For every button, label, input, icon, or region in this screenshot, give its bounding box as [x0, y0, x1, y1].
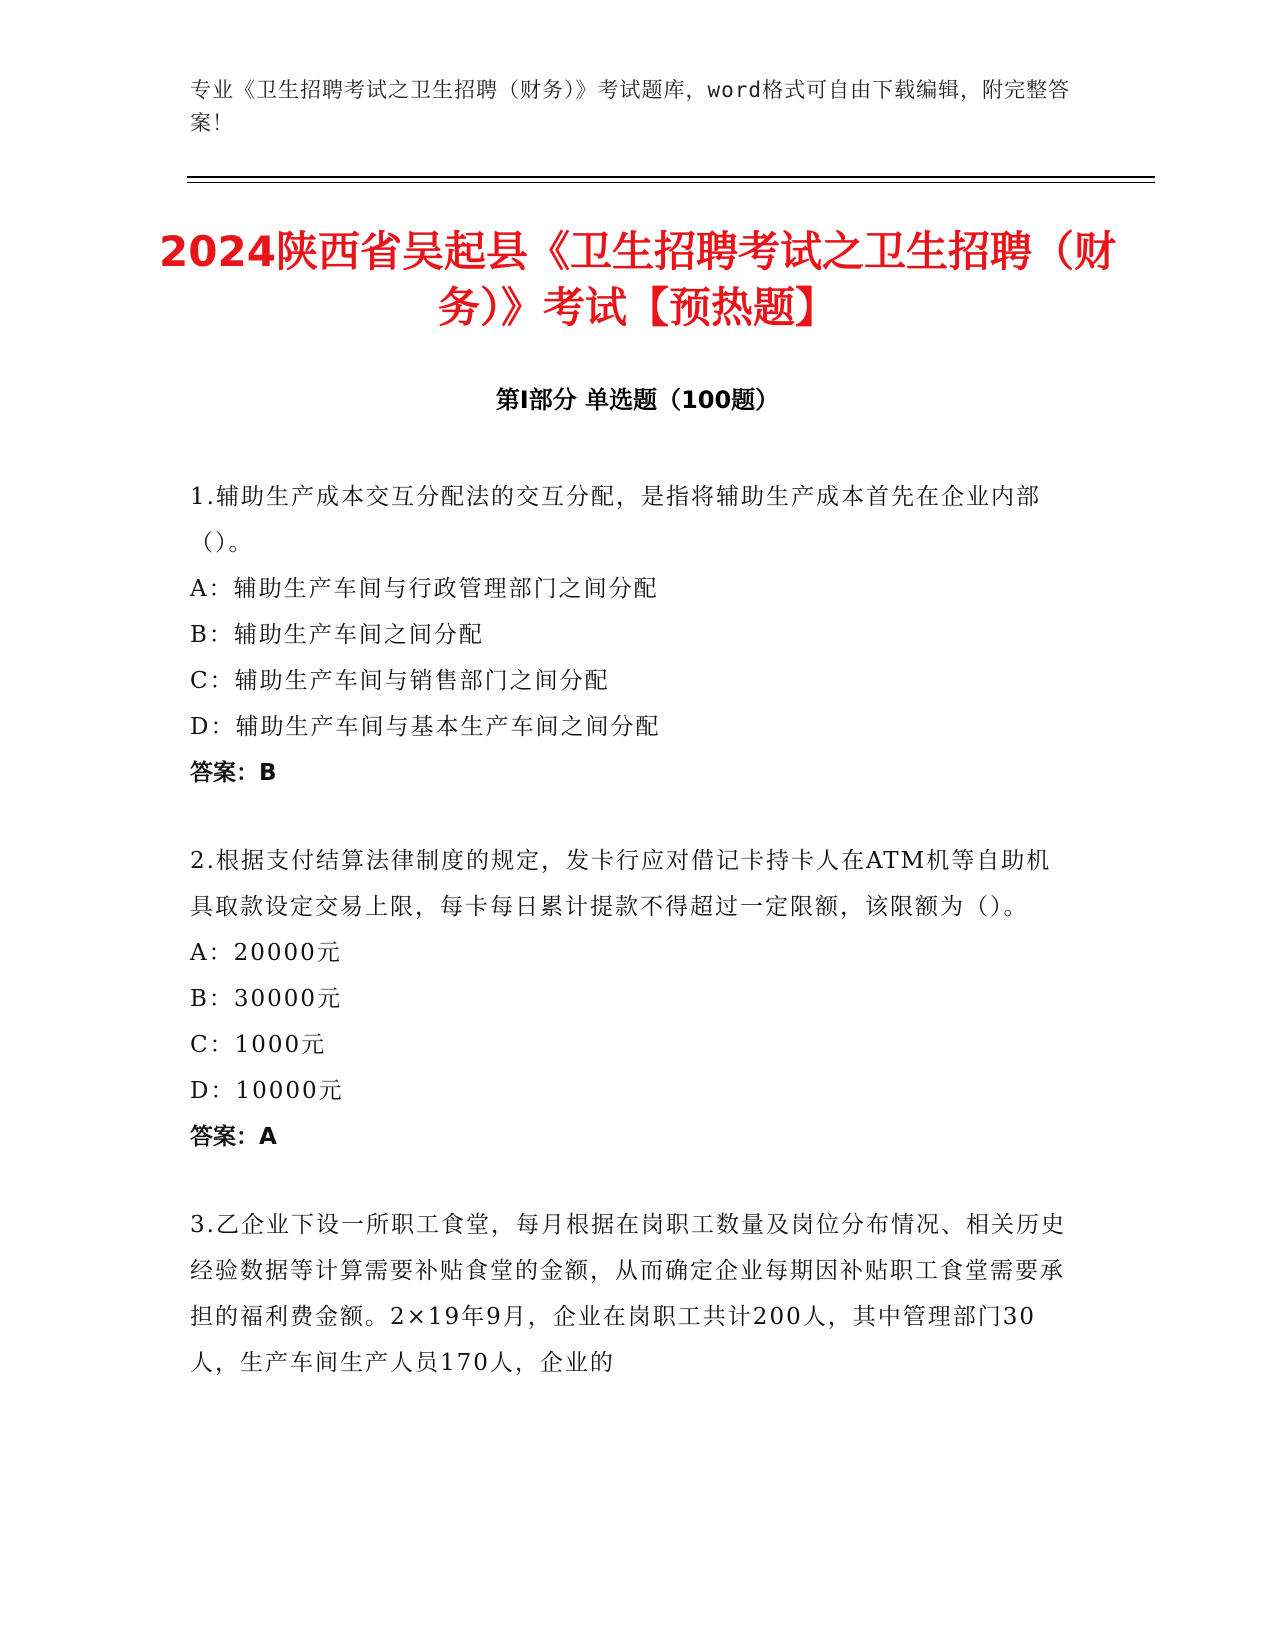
header-divider-thin	[187, 182, 1155, 183]
option-d: D：辅助生产车间与基本生产车间之间分配	[190, 714, 661, 740]
question-text: 3.乙企业下设一所职工食堂，每月根据在岗职工数量及岗位分布情况、相关历史经验数据等计算需要补贴食堂的金额，从而确定企业每期因补贴职工食堂需要承担的福利费金额。2×19年9月，企业在岗职工共计200人，其中管理部门30人，生产车间生产人员170人，企业的	[190, 1212, 1066, 1376]
header-note: 专业《卫生招聘考试之卫生招聘（财务）》考试题库，word格式可自由下载编辑，附完整答案！	[190, 78, 1071, 135]
option-c: C：1000元	[190, 1032, 327, 1058]
question-list	[190, 474, 1070, 1428]
answer: 答案：A	[190, 1124, 277, 1150]
option-a: A：20000元	[190, 940, 342, 966]
question-text: 2.根据支付结算法律制度的规定，发卡行应对借记卡持卡人在ATM机等自助机具取款设定交易上限，每卡每日累计提款不得超过一定限额，该限额为（）。	[190, 848, 1052, 920]
option-d: D：10000元	[190, 1078, 344, 1104]
question-1	[190, 474, 1070, 796]
question-3	[190, 1202, 1070, 1386]
option-c: C：辅助生产车间与销售部门之间分配	[190, 668, 610, 694]
header-divider-thick	[187, 176, 1155, 178]
section-title: 第I部分 单选题（100题）	[495, 386, 780, 414]
option-b: B：辅助生产车间之间分配	[190, 622, 484, 648]
question-2	[190, 838, 1070, 1160]
question-text: 1.辅助生产成本交互分配法的交互分配，是指将辅助生产成本首先在企业内部（）。	[190, 484, 1041, 556]
option-a: A：辅助生产车间与行政管理部门之间分配	[190, 576, 659, 602]
answer: 答案：B	[190, 760, 277, 786]
document-title: 2024陕西省吴起县《卫生招聘考试之卫生招聘（财务）》考试【预热题】	[159, 227, 1116, 332]
option-b: B：30000元	[190, 986, 343, 1012]
